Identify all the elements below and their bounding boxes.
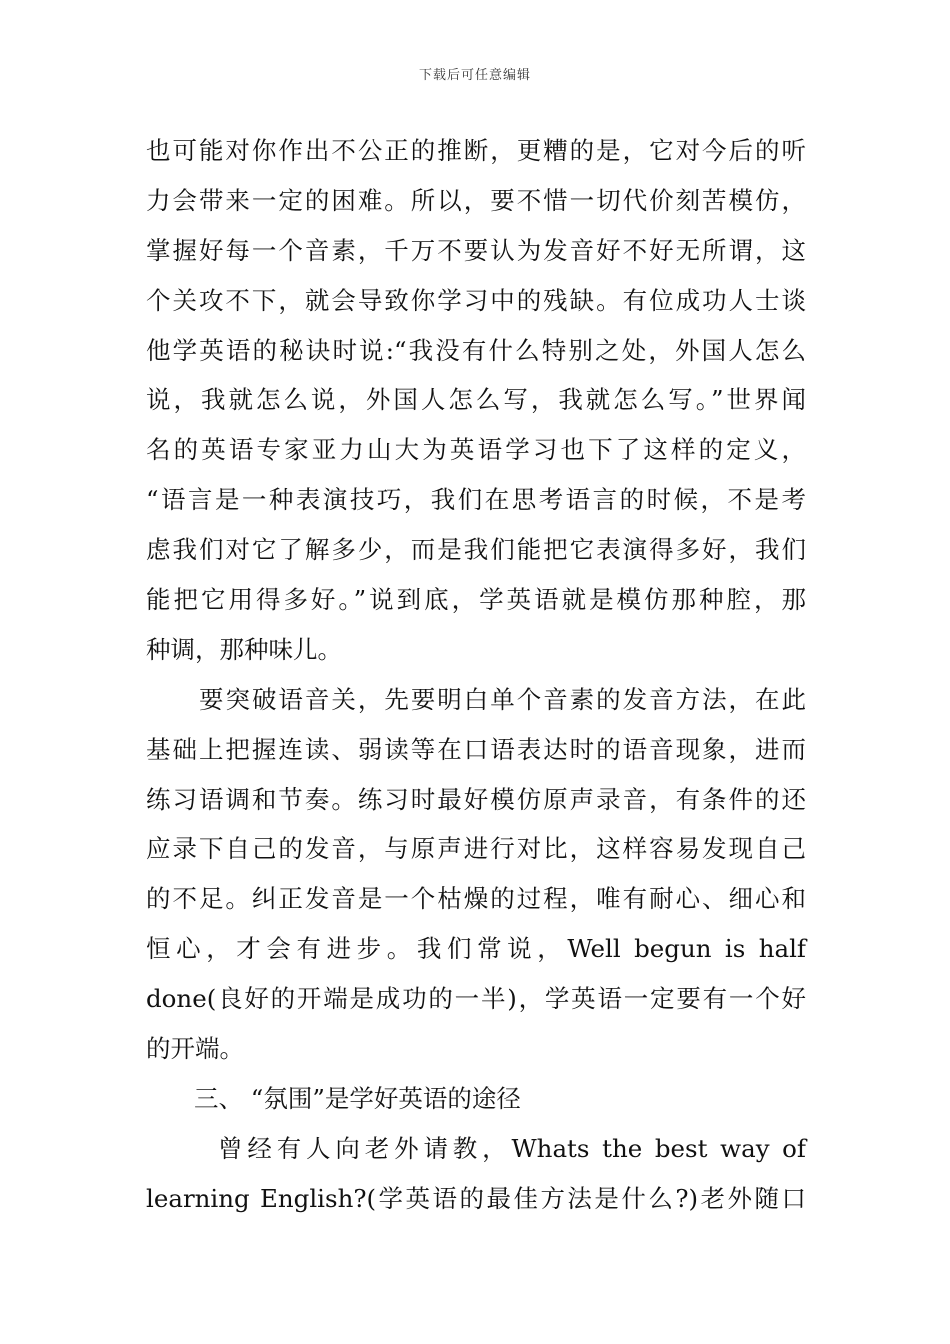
paragraph-first-line: 要突破语音关，先要明白单个音素的发音方法，在此 — [199, 684, 806, 714]
text-line: 的不足。纠正发音是一个枯燥的过程，唯有耐心、细心和 — [146, 884, 806, 914]
text-line: done(良好的开端是成功的一半)，学英语一定要有一个好 — [146, 984, 806, 1014]
text-line: 应录下自己的发音，与原声进行对比，这样容易发现自己 — [146, 834, 806, 864]
text-line: 基础上把握连读、弱读等在口语表达时的语音现象，进而 — [146, 734, 806, 764]
paragraph-first-line: 曾经有人向老外请教，Whats the best way of — [218, 1133, 806, 1163]
text-line: 也可能对你作出不公正的推断，更糟的是，它对今后的听 — [146, 136, 806, 165]
text-line: 种调，那种味儿。 — [146, 634, 342, 664]
text-line: 掌握好每一个音素，千万不要认为发音好不好无所谓，这 — [146, 235, 806, 265]
text-line: 能把它用得多好。”说到底，学英语就是模仿那种腔，那 — [146, 585, 806, 615]
text-line: 个关攻不下，就会导致你学习中的残缺。有位成功人士谈 — [146, 285, 806, 315]
text-line: 虑我们对它了解多少，而是我们能把它表演得多好，我们 — [146, 535, 806, 565]
text-line: 力会带来一定的困难。所以，要不惜一切代价刻苦模仿， — [146, 185, 806, 215]
text-line: 的开端。 — [146, 1034, 244, 1064]
text-line: 恒心，才会有进步。我们常说，Well begun is half — [146, 934, 806, 964]
text-line: 说，我就怎么说，外国人怎么写，我就怎么写。”世界闻 — [146, 385, 806, 415]
text-line: “语言是一种表演技巧，我们在思考语言的时候，不是考 — [146, 485, 806, 515]
text-line: 练习语调和节奏。练习时最好模仿原声录音，有条件的还 — [146, 784, 806, 814]
section-heading: 三、 “氛围”是学好英语的途径 — [194, 1083, 521, 1113]
page-header: 下载后可任意编辑 — [418, 68, 531, 83]
body-text — [146, 126, 806, 1224]
text-line: 他学英语的秘诀时说:“我没有什么特别之处，外国人怎么 — [146, 335, 806, 365]
text-line: 名的英语专家亚力山大为英语学习也下了这样的定义， — [146, 435, 806, 465]
text-line: learning English?(学英语的最佳方法是什么?)老外随口 — [146, 1183, 806, 1213]
